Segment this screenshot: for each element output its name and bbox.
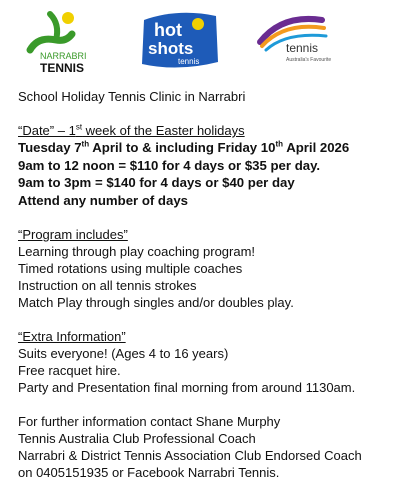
hotshots-logo	[136, 6, 222, 72]
program-item: Match Play through singles and/or doubles play.	[18, 295, 294, 310]
tennis-australia-logo	[252, 6, 332, 66]
hotshots-word-hot: hot	[154, 20, 182, 40]
extra-info-item: Suits everyone! (Ages 4 to 16 years)	[18, 346, 229, 361]
contact-line: For further information contact Shane Murphy	[18, 414, 281, 429]
flyer-title: School Holiday Tennis Clinic in Narrabri	[18, 89, 246, 104]
contact-line: on 0405151935 or Facebook Narrabri Tennis.	[18, 465, 280, 480]
extra-info-heading: “Extra Information”	[18, 329, 126, 344]
extra-info-item: Party and Presentation final morning from around 1130am.	[18, 380, 356, 395]
contact-line: Tennis Australia Club Professional Coach	[18, 431, 256, 446]
flyer-body	[18, 88, 394, 481]
price-full-day: 9am to 3pm = $140 for 4 days or $40 per day	[18, 175, 295, 190]
program-item: Instruction on all tennis strokes	[18, 278, 197, 293]
program-item: Learning through play coaching program!	[18, 244, 256, 259]
tennis-australia-name: tennis	[286, 41, 319, 55]
hotshots-word-tennis: tennis	[178, 57, 200, 66]
program-item: Timed rotations using multiple coaches	[18, 261, 243, 276]
tennis-logo-text: TENNIS	[40, 61, 85, 75]
contact-line: Narrabri & District Tennis Association Club Endorsed Coach	[18, 448, 362, 463]
program-heading: “Program includes”	[18, 227, 128, 242]
attend-note: Attend any number of days	[18, 192, 188, 208]
price-half-day: 9am to 12 noon = $110 for 4 days or $35 per day.	[18, 157, 321, 173]
logo-bar	[0, 0, 400, 80]
narrabri-logo-text: NARRABRI	[40, 51, 87, 61]
extra-info-item: Free racquet hire.	[18, 363, 121, 378]
hotshots-word-shots: shots	[148, 39, 194, 58]
date-heading: “Date” – 1st week of the Easter holidays	[18, 122, 245, 138]
narrabri-tennis-logo	[16, 6, 106, 76]
tennis-australia-tagline: Australia's Favourite	[286, 57, 332, 63]
clinic-dates: Tuesday 7th April to & including Friday 10th April 2026	[18, 139, 350, 155]
